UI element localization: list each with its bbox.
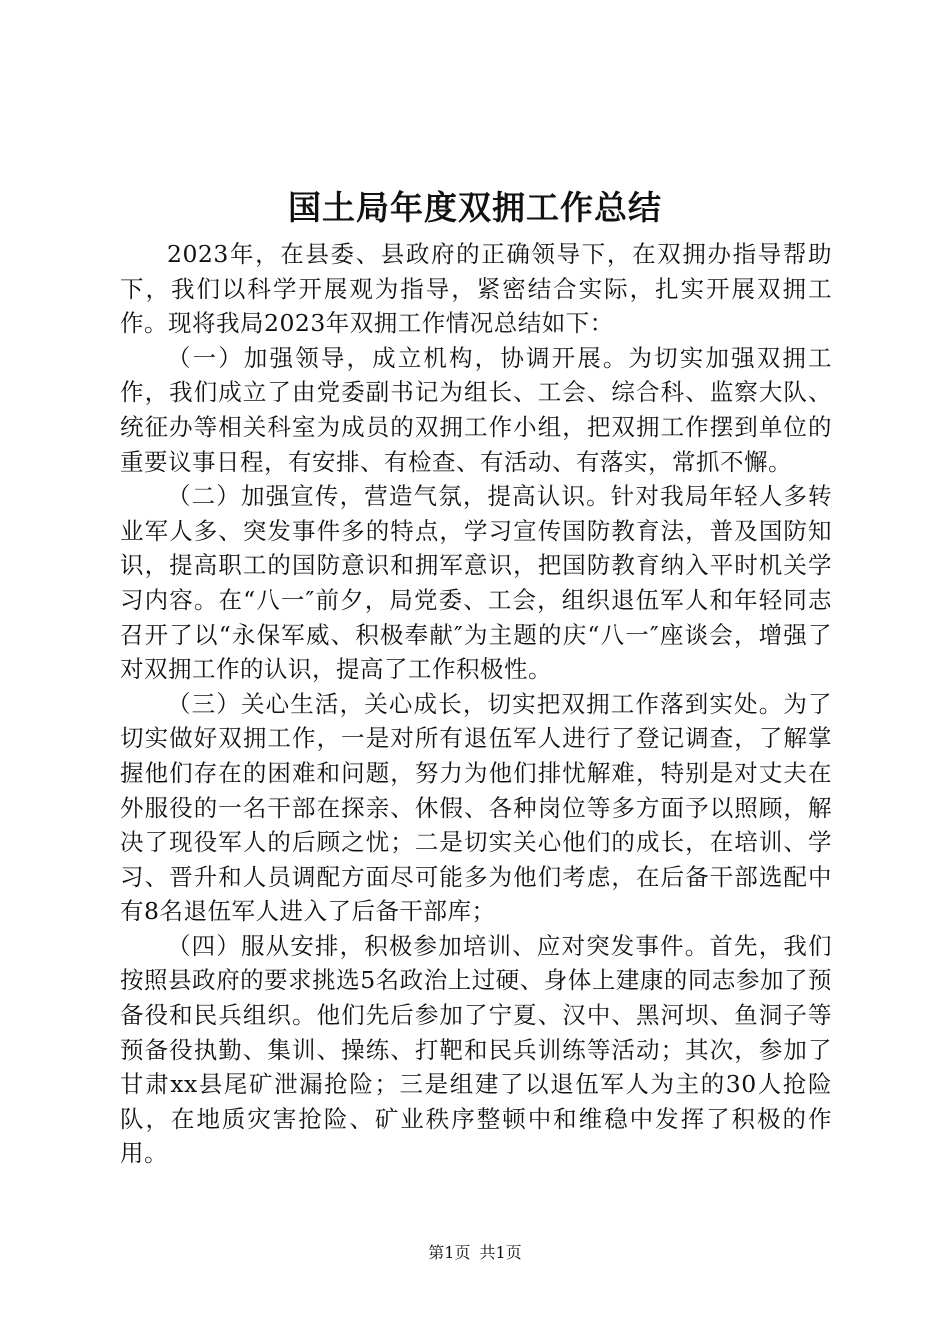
paragraph-section-1: （一）加强领导，成立机构，协调开展。为切实加强双拥工作，我们成立了由党委副书记为组长、工会、综合科、监察大队、统征办等相关科室为成员的双拥工作小组，把双拥工作摆到单位的重要议事日程，有安排、有检查、有活动、有落实，常抓不懈。	[120, 343, 832, 476]
document-body	[120, 237, 832, 1171]
page-total: 共1页	[479, 1243, 522, 1262]
paragraph-section-2: （二）加强宣传，营造气氛，提高认识。针对我局年轻人多转业军人多、突发事件多的特点，学习宣传国防教育法，普及国防知识，提高职工的国防意识和拥军意识，把国防教育纳入平时机关学习内容。在“八一″前夕，局党委、工会，组织退伍军人和年轻同志召开了以“永保军威、积极奉献″为主题的庆“八一″座谈会，增强了对双拥工作的认识，提高了工作积极性。	[120, 482, 832, 684]
page-number: 第1页	[428, 1243, 471, 1262]
document-title: 国土局年度双拥工作总结	[288, 188, 662, 227]
paragraph-intro: 2023年，在县委、县政府的正确领导下，在双拥办指导帮助下，我们以科学开展观为指导，紧密结合实际，扎实开展双拥工作。现将我局2023年双拥工作情况总结如下：	[120, 240, 832, 338]
paragraph-section-4: （四）服从安排，积极参加培训、应对突发事件。首先，我们按照县政府的要求挑选5名政治上过硬、身体上建康的同志参加了预备役和民兵组织。他们先后参加了宁夏、汉中、黑河坝、鱼洞子等预备役执勤、集训、操练、打靶和民兵训练等活动；其次，参加了甘肃xx县尾矿泄漏抢险；三是组建了以退伍军人为主的30人抢险队，在地质灾害抢险、矿业秩序整顿中和维稳中发挥了积极的作用。	[120, 931, 832, 1168]
page-footer	[0, 1242, 950, 1264]
paragraph-section-3: （三）关心生活，关心成长，切实把双拥工作落到实处。为了切实做好双拥工作，一是对所有退伍军人进行了登记调查，了解掌握他们存在的困难和问题，努力为他们排忧解难，特别是对丈夫在外服役的一名干部在探亲、休假、各种岗位等多方面予以照顾，解决了现役军人的后顾之忧；二是切实关心他们的成长，在培训、学习、晋升和人员调配方面尽可能多为他们考虑，在后备干部选配中有8名退伍军人进入了后备干部库；	[120, 689, 832, 926]
